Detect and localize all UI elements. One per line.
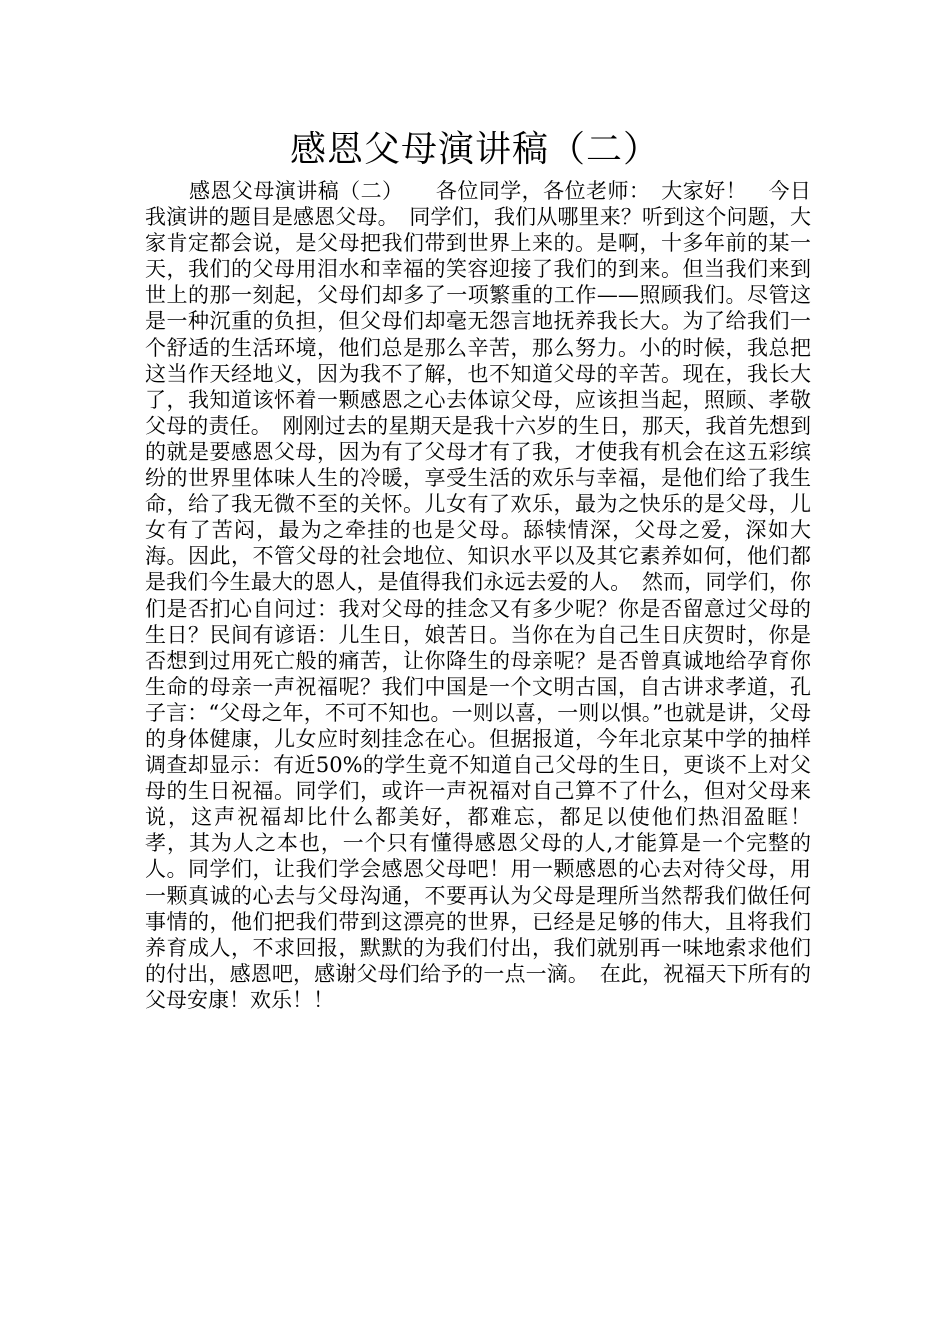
document-title: 感恩父母演讲稿（二）	[289, 129, 660, 170]
document-body: 感恩父母演讲稿（二） 各位同学，各位老师： 大家好！ 今日我演讲的题目是感恩父母。 同学们，我们从哪里来？听到这个问题，大家肯定都会说，是父母把我们带到世界上来的。是啊，十多年前的某一天，我们的父母用泪水和幸福的笑容迎接了我们的到来。但当我们来到世上的那一刻起，父母们却多了一项繁重的工作——照顾我们。尽管这是一种沉重的负担，但父母们却毫无怨言地抚养我长大。为了给我们一个舒适的生活环境，他们总是那么辛苦，那么努力。小的时候，我总把这当作天经地义，因为我不了解，也不知道父母的辛苦。现在，我长大了，我知道该怀着一颗感恩之心去体谅父母，应该担当起，照顾、孝敬父母的责任。 刚刚过去的星期天是我十六岁的生日，那天，我首先想到的就是要感恩父母，因为有了父母才有了我，才使我有机会在这五彩缤纷的世界里体味人生的冷暖，享受生活的欢乐与幸福，是他们给了我生命，给了我无微不至的关怀。儿女有了欢乐，最为之快乐的是父母，儿女有了苦闷，最为之牵挂的也是父母。舔犊情深，父母之爱，深如大海。因此，不管父母的社会地位、知识水平以及其它素养如何，他们都是我们今生最大的恩人，是值得我们永远去爱的人。 然而，同学们，你们是否扪心自问过：我对父母的挂念又有多少呢？你是否留意过父母的生日？民间有谚语：儿生日，娘苦日。当你在为自己生日庆贺时，你是否想到过用死亡般的痛苦，让你降生的母亲呢？是否曾真诚地给孕育你生命的母亲一声祝福呢？我们中国是一个文明古国，自古讲求孝道，孔子言：“父母之年，不可不知也。一则以喜，一则以惧。”也就是讲，父母的身体健康，儿女应时刻挂念在心。但据报道，今年北京某中学的抽样调查却显示：有近50%的学生竟不知道自己父母的生日，更谈不上对父母的生日祝福。同学们，或许一声祝福对自己算不了什么，但对父母来说，这声祝福却比什么都美好，都难忘，都足以使他们热泪盈眶！ 孝，其为人之本也，一个只有懂得感恩父母的人,才能算是一个完整的人。同学们，让我们学会感恩父母吧！用一颗感恩的心去对待父母，用一颗真诚的心去与父母沟通，不要再认为父母是理所当然帮我们做任何事情的，他们把我们带到这漂亮的世界，已经是足够的伟大，且将我们养育成人，不求回报，默默的为我们付出，我们就别再一味地索求他们的付出，感恩吧，感谢父母们给予的一点一滴。 在此，祝福天下所有的父母安康！欢乐！！	[145, 179, 832, 1012]
